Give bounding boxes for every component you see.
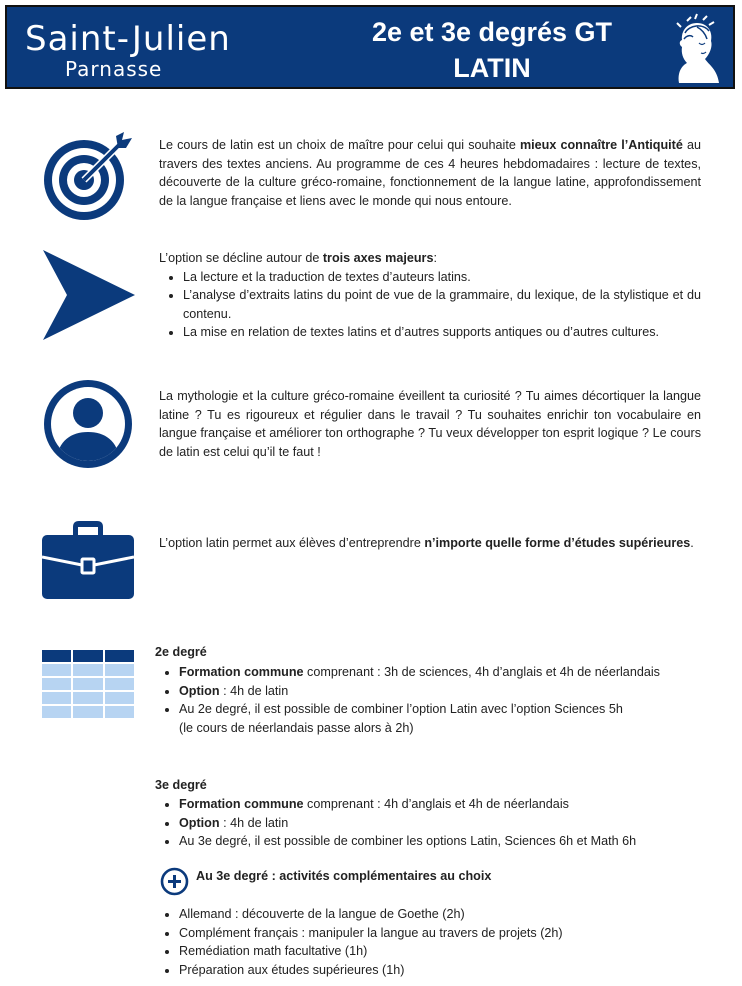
- studies-paragraph: [159, 534, 701, 553]
- briefcase-icon: [42, 521, 134, 599]
- axes-lead-end: :: [433, 251, 437, 265]
- list-item: • Complément français : manipuler la langue au travers de projets (2h): [179, 924, 697, 943]
- table-icon: [42, 650, 134, 720]
- header-banner: [5, 5, 735, 89]
- list-item: • La lecture et la traduction de textes d’auteurs latins.: [183, 268, 701, 287]
- fc-text: comprenant : 4h d’anglais et 4h de néerlandais: [303, 797, 569, 811]
- list-item: [179, 814, 697, 833]
- degree2-block: [155, 663, 697, 737]
- list-item: • L’analyse d’extraits latins du point de vue de la grammaire, du lexique, de la stylistique et du contenu.: [183, 286, 701, 323]
- activities-block: [155, 905, 697, 979]
- list-item: [179, 795, 697, 814]
- arrow-pointer-icon: [43, 250, 135, 340]
- plus-circle-icon: [160, 867, 189, 896]
- combo-note: (le cours de néerlandais passe alors à 2h): [179, 720, 414, 735]
- fc-text: comprenant : 3h de sciences, 4h d’anglais et 4h de néerlandais: [303, 665, 660, 679]
- list-item: • Préparation aux études supérieures (1h): [179, 961, 697, 980]
- degree2-title: 2e degré: [155, 645, 207, 659]
- fc-label: Formation commune: [179, 665, 304, 679]
- roman-bust-icon: [657, 13, 727, 85]
- degree3-list: [155, 795, 697, 851]
- option-text: : 4h de latin: [219, 683, 289, 698]
- profile-paragraph: La mythologie et la culture gréco-romaine éveillent ta curiosité ? Tu aimes décortiquer la langue latine ? Tu es rigoureux et régulier dans le travail ? Tu souhaites enrichir ton vocabulaire en langue française et améliorer ton orthographe ? Tu veux développer ton esprit logique ? Le cours de latin est celui qu’il te faut !: [159, 389, 701, 459]
- list-item: • Au 3e degré, il est possible de combiner les options Latin, Sciences 6h et Math 6h: [179, 832, 697, 851]
- list-item: [179, 663, 697, 682]
- intro-paragraph: [159, 136, 701, 210]
- user-avatar-icon: [42, 378, 134, 470]
- studies-text: L’option latin permet aux élèves d’entreprendre: [159, 536, 425, 550]
- axes-lead-bold: trois axes majeurs: [322, 251, 434, 265]
- option-label: Option: [179, 683, 220, 698]
- list-item: • Allemand : découverte de la langue de Goethe (2h): [179, 905, 697, 924]
- intro-text-bold: mieux connaître l’Antiquité: [519, 138, 683, 152]
- activities-list: [155, 905, 697, 979]
- list-item: • Remédiation math facultative (1h): [179, 942, 697, 961]
- degree2-list: [155, 663, 697, 737]
- option-text: : 4h de latin: [219, 815, 289, 830]
- intro-text-start: Le cours de latin est un choix de maître pour celui qui souhaite: [159, 138, 520, 152]
- degree3-block: [155, 795, 697, 851]
- intro-text-end: au travers des textes anciens. Au programme de ces 4 heures hebdomadaires : lecture de textes, découverte de la culture gréco-romaine, fonctionnement de la langue latine, approfondissement de la langue française et liens avec le monde qui nous entoure.: [159, 138, 701, 208]
- degree3-title: 3e degré: [155, 778, 207, 792]
- list-item: • La mise en relation de textes latins et d’autres supports antiques ou d’autres cultures.: [183, 323, 701, 342]
- fc-label: Formation commune: [179, 797, 304, 811]
- page-title: 2e et 3e degrés GT: [371, 17, 613, 47]
- activities-title: Au 3e degré : activités complémentaires au choix: [196, 869, 492, 883]
- axes-block: [159, 249, 701, 342]
- list-item: [179, 682, 697, 701]
- page-subtitle: LATIN: [453, 53, 531, 83]
- list-item: [179, 700, 697, 737]
- combo-text: Au 2e degré, il est possible de combiner l’option Latin avec l’option Sciences 5h: [179, 702, 623, 716]
- brand-subname: Parnasse: [65, 57, 163, 81]
- option-label: Option: [179, 815, 220, 830]
- studies-text-end: .: [690, 536, 694, 550]
- brand-name: Saint-Julien: [25, 19, 231, 59]
- axes-lead-text: L’option se décline autour de: [159, 251, 323, 265]
- target-icon: [42, 130, 136, 222]
- axes-lead: [159, 249, 701, 268]
- axes-list: [159, 268, 701, 342]
- studies-text-bold: n’importe quelle forme d’études supérieures: [424, 536, 691, 550]
